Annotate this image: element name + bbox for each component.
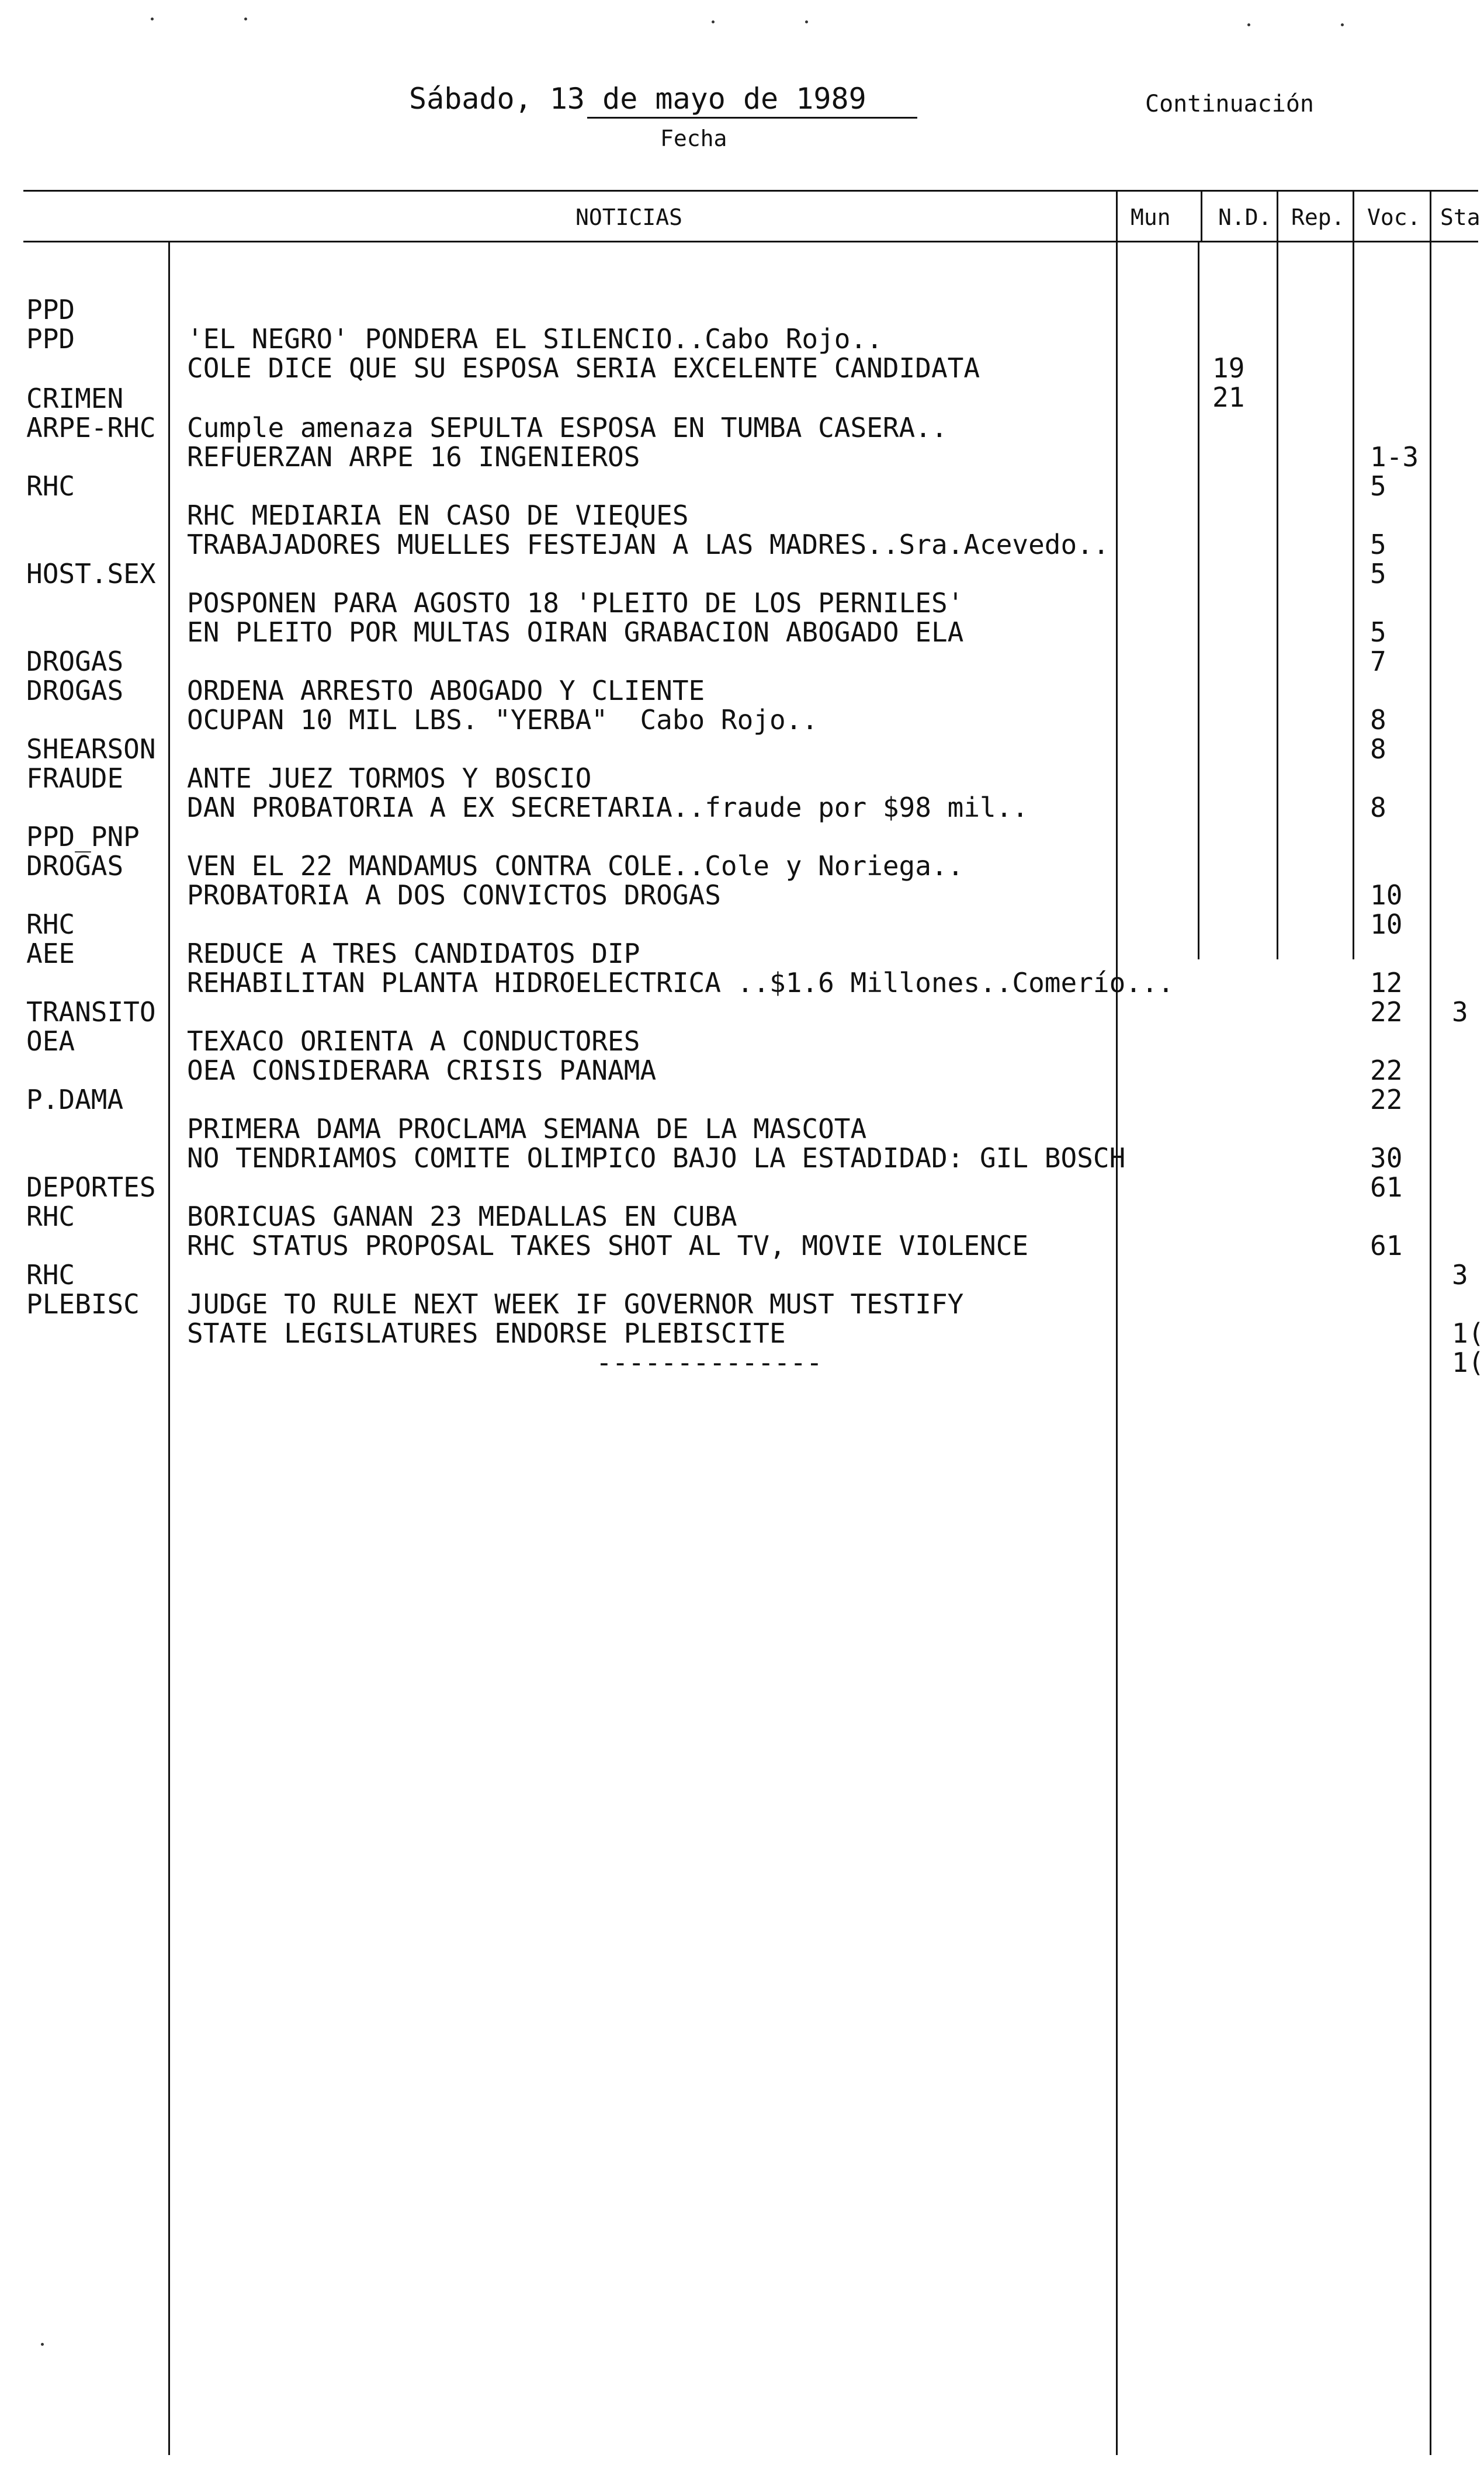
table-header-top-rule [23, 190, 1478, 192]
row-category: PPD [26, 323, 75, 355]
row-voc-page: 61 [1370, 1230, 1403, 1261]
row-category: FRAUDE [26, 762, 124, 794]
row-voc-page: 22 [1370, 996, 1403, 1028]
row-category: P.DAMA [26, 1084, 124, 1115]
sta-column-divider [1430, 190, 1431, 2455]
row-headline: TRABAJADORES MUELLES FESTEJAN A LAS MADRES..Sra.Acevedo.. [187, 529, 1109, 560]
row-voc-page: 22 [1370, 1055, 1403, 1086]
row-headline: Cumple amenaza SEPULTA ESPOSA EN TUMBA CASERA.. [187, 412, 948, 443]
date-caption: Fecha [660, 126, 727, 151]
row-headline: VEN EL 22 MANDAMUS CONTRA COLE..Cole y Noriega.. [187, 850, 964, 882]
column-header-rep: Rep. [1291, 204, 1345, 230]
row-nd-page: 21 [1212, 382, 1245, 413]
row-category: RHC [26, 470, 75, 502]
row-category: OEA [26, 1025, 75, 1057]
row-headline: POSPONEN PARA AGOSTO 18 'PLEITO DE LOS PERNILES' [187, 587, 964, 619]
column-header-voc: Voc. [1367, 204, 1421, 230]
row-category: ARPE-RHC [26, 412, 156, 443]
row-category: PPD [26, 294, 75, 325]
row-voc-page: 61 [1370, 1171, 1403, 1203]
column-header-nd: N.D. [1218, 204, 1272, 230]
date-underline [587, 117, 917, 119]
column-header-sta: Sta [1440, 204, 1480, 230]
row-sta-page: 1( [1452, 1318, 1484, 1349]
row-voc-page: 5 [1370, 470, 1386, 502]
end-of-list-rule: -------------- [596, 1347, 823, 1378]
column-header-noticias: NOTICIAS [575, 204, 683, 230]
continuation-label: Continuación [1145, 91, 1314, 117]
row-voc-page: 5 [1370, 529, 1386, 560]
nd-column-divider [1198, 241, 1199, 959]
row-headline: STATE LEGISLATURES ENDORSE PLEBISCITE [187, 1318, 786, 1349]
row-headline: NO TENDRIAMOS COMITE OLIMPICO BAJO LA ESTADIDAD: GIL BOSCH [187, 1142, 1126, 1174]
row-headline: OEA CONSIDERARA CRISIS PANAMA [187, 1055, 657, 1086]
rep-column-divider [1277, 190, 1278, 959]
row-voc-page: 12 [1370, 967, 1403, 998]
row-category: DROGAS [26, 675, 124, 706]
row-category: RHC [26, 1259, 75, 1291]
mun-column-divider [1116, 190, 1118, 2455]
report-date: Sábado, 13 de mayo de 1989 [409, 82, 866, 116]
row-headline: ANTE JUEZ TORMOS Y BOSCIO [187, 762, 592, 794]
row-headline: EN PLEITO POR MULTAS OIRAN GRABACION ABOGADO ELA [187, 616, 964, 648]
row-headline: REDUCE A TRES CANDIDATOS DIP [187, 938, 640, 969]
row-voc-page: 22 [1370, 1084, 1403, 1115]
row-headline: PROBATORIA A DOS CONVICTOS DROGAS [187, 879, 721, 911]
row-category: TRANSITO [26, 996, 156, 1028]
row-headline: BORICUAS GANAN 23 MEDALLAS EN CUBA [187, 1201, 737, 1232]
row-headline: 'EL NEGRO' PONDERA EL SILENCIO..Cabo Rojo.. [187, 323, 883, 355]
row-category: HOST.SEX [26, 558, 156, 590]
category-column-divider [168, 241, 170, 2455]
column-header-mun: Mun [1131, 204, 1171, 230]
row-voc-page: 5 [1370, 558, 1386, 590]
row-headline: OCUPAN 10 MIL LBS. "YERBA" Cabo Rojo.. [187, 704, 819, 736]
row-voc-page: 10 [1370, 879, 1403, 911]
table-header-bottom-rule [23, 241, 1478, 242]
row-category: CRIMEN [26, 383, 124, 414]
row-headline: RHC MEDIARIA EN CASO DE VIEQUES [187, 500, 689, 531]
row-sta-page: 1( [1452, 1347, 1484, 1378]
row-category: SHEARSON [26, 733, 156, 765]
row-category: DROGAS [26, 850, 124, 882]
row-headline: TEXACO ORIENTA A CONDUCTORES [187, 1025, 640, 1057]
row-sta-page: 3 [1452, 996, 1468, 1028]
row-headline: REFUERZAN ARPE 16 INGENIEROS [187, 441, 640, 473]
row-category: RHC [26, 1201, 75, 1232]
row-sta-page: 3 [1452, 1259, 1468, 1291]
row-voc-page: 1-3 [1370, 441, 1419, 473]
row-nd-page: 19 [1212, 352, 1245, 384]
voc-column-divider [1353, 190, 1354, 959]
row-category: PLEBISC [26, 1288, 140, 1320]
nd-column-divider-header [1201, 190, 1202, 241]
row-headline: JUDGE TO RULE NEXT WEEK IF GOVERNOR MUST TESTIFY [187, 1288, 964, 1320]
row-category: AEE [26, 938, 75, 969]
row-headline: REHABILITAN PLANTA HIDROELECTRICA ..$1.6 Millones..Comerío... [187, 967, 1174, 998]
row-category: DEPORTES [26, 1171, 156, 1203]
row-voc-page: 8 [1370, 733, 1386, 765]
row-voc-page: 8 [1370, 792, 1386, 823]
row-headline: RHC STATUS PROPOSAL TAKES SHOT AL TV, MOVIE VIOLENCE [187, 1230, 1029, 1261]
row-category: DROGAS [26, 646, 124, 677]
row-headline: ORDENA ARRESTO ABOGADO Y CLIENTE [187, 675, 705, 706]
row-headline: DAN PROBATORIA A EX SECRETARIA..fraude por $98 mil.. [187, 792, 1029, 823]
row-voc-page: 8 [1370, 704, 1386, 736]
row-category: RHC [26, 909, 75, 940]
row-headline: COLE DICE QUE SU ESPOSA SERIA EXCELENTE CANDIDATA [187, 352, 980, 384]
row-category: PPD_PNP [26, 821, 140, 852]
row-voc-page: 10 [1370, 909, 1403, 940]
row-headline: PRIMERA DAMA PROCLAMA SEMANA DE LA MASCOTA [187, 1113, 867, 1145]
row-voc-page: 7 [1370, 646, 1386, 677]
row-voc-page: 5 [1370, 616, 1386, 648]
row-voc-page: 30 [1370, 1142, 1403, 1174]
